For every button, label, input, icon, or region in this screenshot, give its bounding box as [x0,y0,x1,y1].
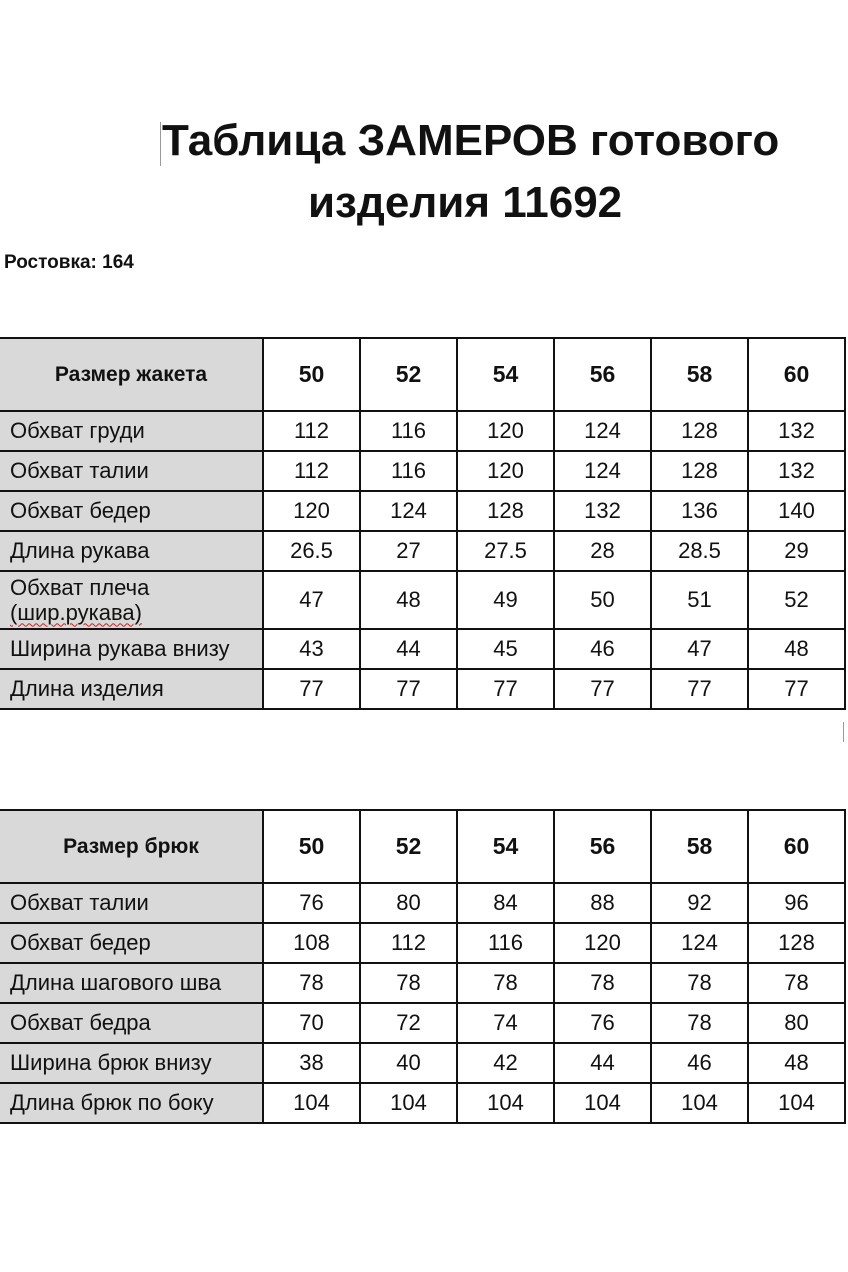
value-cell: 70 [263,1003,360,1043]
jacket-size-header: Размер жакета [0,338,263,411]
value-cell: 29 [748,531,845,571]
table-row [0,1043,845,1083]
value-cell: 77 [457,669,554,709]
value-cell: 77 [651,669,748,709]
row-label-line-1: Обхват плеча [10,574,150,600]
table-row [0,531,845,571]
value-cell: 44 [360,629,457,669]
value-cell: 52 [748,571,845,629]
value-cell: 44 [554,1043,651,1083]
value-cell: 124 [554,451,651,491]
row-label: Ширина брюк внизу [0,1043,263,1083]
value-cell: 128 [651,451,748,491]
row-label: Длина изделия [0,669,263,709]
value-cell: 88 [554,883,651,923]
row-label: Обхват бедер [0,923,263,963]
value-cell: 96 [748,883,845,923]
value-cell: 124 [360,491,457,531]
jacket-measurements-table [0,337,846,710]
row-label: Ширина рукава внизу [0,629,263,669]
value-cell: 40 [360,1043,457,1083]
value-cell: 116 [360,451,457,491]
value-cell: 92 [651,883,748,923]
value-cell: 78 [554,963,651,1003]
value-cell: 48 [748,629,845,669]
size-header-cell: 60 [748,338,845,411]
value-cell: 42 [457,1043,554,1083]
value-cell: 77 [263,669,360,709]
value-cell: 124 [554,411,651,451]
size-header-cell: 58 [651,810,748,883]
value-cell: 132 [554,491,651,531]
value-cell: 112 [263,451,360,491]
row-label: Обхват груди [0,411,263,451]
value-cell: 51 [651,571,748,629]
table-row [0,629,845,669]
value-cell: 104 [554,1083,651,1123]
table-row [0,571,845,629]
table-row [0,669,845,709]
value-cell: 80 [748,1003,845,1043]
table-row [0,411,845,451]
value-cell: 46 [651,1043,748,1083]
value-cell: 49 [457,571,554,629]
value-cell: 47 [263,571,360,629]
value-cell: 128 [457,491,554,531]
value-cell: 120 [457,451,554,491]
size-header-cell: 54 [457,810,554,883]
value-cell: 27.5 [457,531,554,571]
text-cursor [160,122,161,166]
value-cell: 38 [263,1043,360,1083]
value-cell: 132 [748,411,845,451]
value-cell: 77 [554,669,651,709]
size-header-cell: 50 [263,810,360,883]
value-cell: 78 [748,963,845,1003]
value-cell: 116 [360,411,457,451]
value-cell: 78 [651,1003,748,1043]
value-cell: 104 [651,1083,748,1123]
size-header-cell: 52 [360,810,457,883]
table-header-row [0,338,845,411]
value-cell: 136 [651,491,748,531]
value-cell: 104 [360,1083,457,1123]
value-cell: 80 [360,883,457,923]
value-cell: 84 [457,883,554,923]
value-cell: 132 [748,451,845,491]
size-header-cell: 54 [457,338,554,411]
value-cell: 78 [651,963,748,1003]
size-header-cell: 56 [554,810,651,883]
value-cell: 128 [651,411,748,451]
value-cell: 104 [748,1083,845,1123]
value-cell: 46 [554,629,651,669]
table-row [0,1083,845,1123]
value-cell: 104 [457,1083,554,1123]
table-row [0,451,845,491]
value-cell: 124 [651,923,748,963]
size-header-cell: 52 [360,338,457,411]
value-cell: 128 [748,923,845,963]
value-cell: 104 [263,1083,360,1123]
value-cell: 47 [651,629,748,669]
value-cell: 78 [360,963,457,1003]
value-cell: 140 [748,491,845,531]
table-row [0,1003,845,1043]
value-cell: 43 [263,629,360,669]
pants-size-header: Размер брюк [0,810,263,883]
value-cell: 120 [457,411,554,451]
value-cell: 72 [360,1003,457,1043]
value-cell: 120 [554,923,651,963]
height-note: Ростовка: 164 [4,252,134,273]
value-cell: 112 [360,923,457,963]
value-cell: 48 [748,1043,845,1083]
row-label [0,571,263,629]
value-cell: 77 [360,669,457,709]
divider-mark [843,722,844,742]
row-label: Длина рукава [0,531,263,571]
size-header-cell: 56 [554,338,651,411]
value-cell: 74 [457,1003,554,1043]
value-cell: 45 [457,629,554,669]
value-cell: 76 [554,1003,651,1043]
row-label: Длина шагового шва [0,963,263,1003]
table-row [0,491,845,531]
row-label: Обхват бедер [0,491,263,531]
row-label-line-2: (шир.рукава) [10,599,142,625]
value-cell: 108 [263,923,360,963]
row-label: Обхват талии [0,451,263,491]
value-cell: 112 [263,411,360,451]
row-label: Обхват бедра [0,1003,263,1043]
value-cell: 76 [263,883,360,923]
table-header-row [0,810,845,883]
size-header-cell: 58 [651,338,748,411]
value-cell: 78 [263,963,360,1003]
pants-measurements-table [0,809,846,1124]
size-header-cell: 60 [748,810,845,883]
value-cell: 50 [554,571,651,629]
size-header-cell: 50 [263,338,360,411]
page-title-line-1: Таблица ЗАМЕРОВ готового [162,116,780,165]
value-cell: 48 [360,571,457,629]
table-row [0,883,845,923]
value-cell: 120 [263,491,360,531]
value-cell: 27 [360,531,457,571]
table-row [0,923,845,963]
value-cell: 116 [457,923,554,963]
page-title-line-2: изделия 11692 [308,178,623,227]
value-cell: 26.5 [263,531,360,571]
value-cell: 78 [457,963,554,1003]
value-cell: 77 [748,669,845,709]
value-cell: 28 [554,531,651,571]
value-cell: 28.5 [651,531,748,571]
row-label: Обхват талии [0,883,263,923]
row-label: Длина брюк по боку [0,1083,263,1123]
table-row [0,963,845,1003]
